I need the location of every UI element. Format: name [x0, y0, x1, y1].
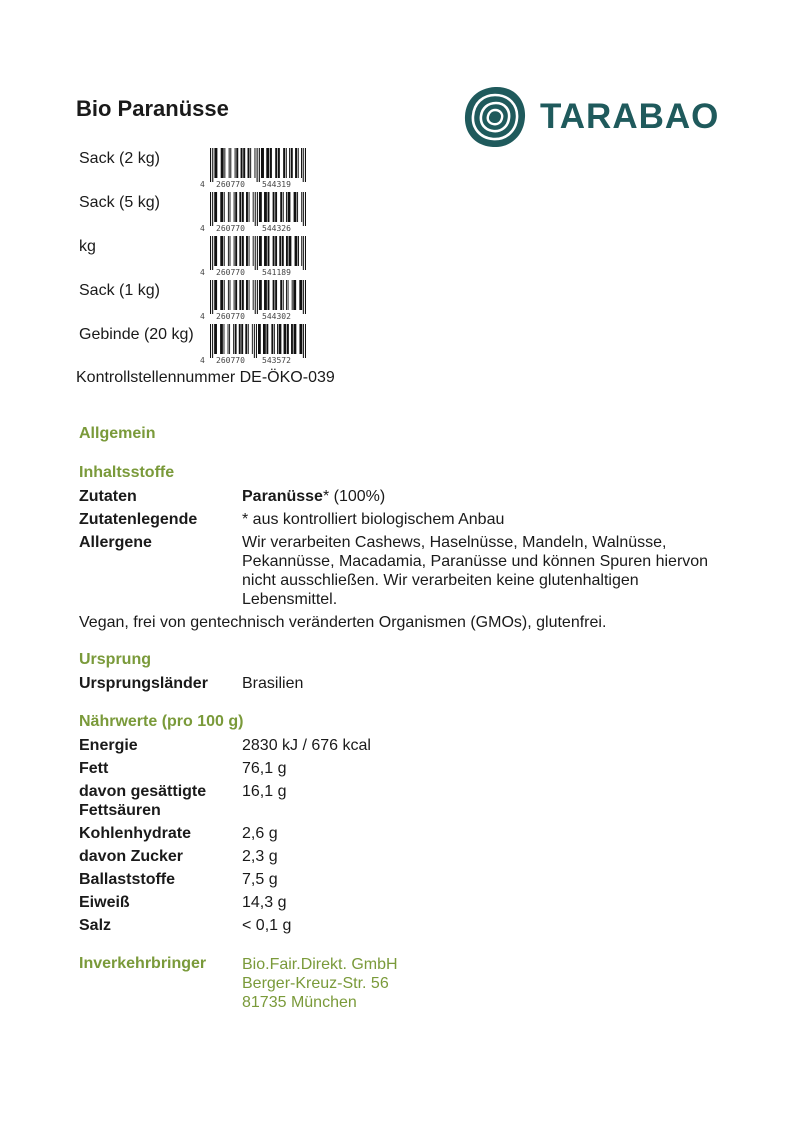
- barcode-bar: [212, 192, 213, 226]
- barcode-bar: [253, 192, 254, 222]
- barcode-bar: [254, 148, 255, 178]
- barcode-bar: [305, 324, 306, 358]
- barcode-bar: [224, 236, 225, 266]
- barcode-bar: [255, 236, 256, 270]
- barcode-bar: [288, 192, 291, 222]
- wood-rings-icon: [462, 84, 528, 150]
- barcode-bar: [249, 280, 250, 310]
- barcode-digit-prefix: 4: [200, 268, 205, 277]
- section-heading-general: Allgemein: [79, 425, 156, 442]
- variant-label: Sack (2 kg): [79, 150, 160, 167]
- barcode: [198, 324, 310, 366]
- barcode-bar: [259, 148, 260, 182]
- ingredient-share: * (100%): [322, 488, 386, 505]
- barcode-bar: [298, 148, 299, 178]
- barcode-bar: [277, 324, 278, 354]
- barcode-bar: [235, 148, 236, 178]
- barcode-bar: [268, 192, 270, 222]
- barcode-bars: [210, 148, 306, 182]
- nutrition-label: davon Zucker: [79, 848, 184, 865]
- ingredient-name: Paranüsse: [242, 488, 323, 505]
- barcode-bar: [239, 236, 241, 266]
- barcode-bar: [241, 148, 243, 178]
- section-heading-ingredients: Inhaltsstoffe: [79, 464, 175, 481]
- barcode-bar: [221, 148, 224, 178]
- barcode-bar: [234, 192, 235, 222]
- distributor-label: Inverkehrbringer: [79, 955, 207, 972]
- barcode: [198, 192, 310, 234]
- barcode-bar: [214, 324, 217, 354]
- barcode-bar: [303, 236, 304, 270]
- section-heading-nutrition: Nährwerte (pro 100 g): [79, 713, 244, 730]
- barcode-bar: [229, 280, 230, 310]
- barcode: [198, 148, 310, 190]
- barcode-digit-right: 541189: [262, 268, 291, 277]
- legend-value: * aus kontrolliert biologischem Anbau: [242, 511, 505, 528]
- barcode-bar: [210, 280, 211, 314]
- barcode-bar: [270, 148, 272, 178]
- barcode-bar: [224, 324, 225, 354]
- allergens-label: Allergene: [79, 534, 152, 551]
- barcode-digit-right: 544302: [262, 312, 291, 321]
- barcode-bar: [301, 236, 302, 266]
- barcode-digit-right: 544319: [262, 180, 291, 189]
- barcode-bar: [212, 148, 213, 182]
- barcode-bar: [273, 280, 275, 310]
- variant-label: kg: [79, 238, 96, 255]
- barcode-bar: [283, 280, 284, 310]
- barcode-bar: [210, 148, 211, 182]
- barcode: [198, 236, 310, 278]
- barcode-bar: [282, 236, 284, 266]
- nutrition-label: Energie: [79, 737, 138, 754]
- barcode-bar: [275, 280, 277, 310]
- distributor-city: 81735 München: [242, 994, 357, 1011]
- barcode-bar: [266, 324, 268, 354]
- barcode-bar: [279, 324, 282, 354]
- barcode-bar: [299, 280, 302, 310]
- allergens-value: Wir verarbeiten Cashews, Haselnüsse, Mandeln, Walnüsse, Pekannüsse, Macadamia, Paranüsse und können Spuren hiervon nicht ausschließen. Wir verarbeiten keine glutenhaltigen Lebensmittel.: [242, 534, 709, 608]
- barcode-bar: [229, 324, 230, 354]
- barcode-bar: [254, 324, 255, 358]
- barcode-bars: [210, 192, 306, 226]
- barcode-bar: [294, 324, 297, 354]
- distributor-name: Bio.Fair.Direkt. GmbH: [242, 956, 398, 973]
- barcode-bar: [279, 236, 281, 266]
- barcode-bar: [220, 324, 223, 354]
- barcode-bar: [212, 324, 213, 358]
- barcode-bar: [229, 148, 230, 178]
- barcode-bar: [210, 236, 211, 270]
- barcode-bar: [214, 280, 217, 310]
- nutrition-label: Kohlenhydrate: [79, 825, 192, 842]
- barcode-bar: [224, 280, 225, 310]
- barcode-bar: [242, 192, 244, 222]
- barcode-bar: [245, 324, 247, 354]
- nutrition-value: < 0,1 g: [242, 917, 292, 934]
- barcode-bar: [284, 324, 287, 354]
- barcode-bar: [246, 236, 248, 266]
- barcode-bar: [256, 324, 257, 358]
- barcode-bar: [305, 280, 306, 314]
- barcode-bar: [248, 324, 249, 354]
- distributor-street: Berger-Kreuz-Str. 56: [242, 975, 389, 992]
- barcode-digit-prefix: 4: [200, 312, 205, 321]
- barcode-bar: [264, 192, 267, 222]
- barcode-bar: [220, 280, 223, 310]
- barcode-bar: [286, 148, 287, 178]
- barcode-bars: [210, 324, 306, 358]
- origin-label: Ursprungsländer: [79, 675, 208, 692]
- barcode-bar: [288, 280, 289, 310]
- barcode-bar: [224, 192, 225, 222]
- barcode-digit-prefix: 4: [200, 180, 205, 189]
- barcode-bar: [228, 280, 229, 310]
- barcode-bar: [283, 148, 285, 178]
- diet-note: Vegan, frei von gentechnisch veränderten Organismen (GMOs), glutenfrei.: [79, 614, 607, 631]
- barcode-bar: [280, 280, 282, 310]
- barcode-bar: [253, 236, 254, 266]
- barcode-bar: [242, 236, 244, 266]
- barcode-bar: [264, 236, 267, 266]
- barcode-bar: [293, 280, 296, 310]
- barcode-bar: [303, 192, 304, 226]
- barcode-bar: [234, 280, 235, 310]
- barcode-bar: [257, 236, 258, 270]
- barcode-bar: [258, 324, 261, 354]
- barcode-bar: [273, 236, 275, 266]
- barcode-bar: [239, 192, 241, 222]
- barcode-bar: [278, 148, 280, 178]
- nutrition-value: 2830 kJ / 676 kcal: [242, 737, 371, 754]
- barcode-bar: [257, 280, 258, 314]
- legend-label: Zutatenlegende: [79, 511, 198, 528]
- barcode-bar: [259, 280, 262, 310]
- barcode-bar: [210, 192, 211, 226]
- barcode-digit-right: 543572: [262, 356, 291, 365]
- barcode-bar: [295, 148, 297, 178]
- barcode-digit-prefix: 4: [200, 224, 205, 233]
- barcode-bar: [287, 324, 289, 354]
- nutrition-label: Salz: [79, 917, 112, 934]
- control-number: Kontrollstellennummer DE-ÖKO-039: [76, 369, 335, 386]
- barcode-bar: [301, 148, 302, 178]
- brand-name: TARABAO: [540, 97, 720, 136]
- barcode-bar: [210, 324, 211, 358]
- barcode-bar: [286, 280, 287, 310]
- nutrition-value: 2,6 g: [242, 825, 278, 842]
- barcode-bar: [228, 236, 229, 266]
- barcode-bar: [275, 236, 277, 266]
- barcode-bar: [292, 280, 293, 310]
- barcode-bar: [246, 192, 248, 222]
- barcode-bar: [255, 192, 256, 226]
- barcode-bar: [220, 192, 223, 222]
- barcode-bar: [224, 148, 225, 178]
- barcode-bar: [275, 148, 277, 178]
- barcode-bar: [297, 192, 298, 222]
- barcode-bar: [274, 324, 275, 354]
- barcode-bar: [283, 192, 284, 222]
- barcode-bar: [233, 324, 234, 354]
- barcode-bar: [246, 280, 248, 310]
- barcode-bar: [250, 148, 251, 178]
- barcode-bar: [298, 236, 299, 266]
- nutrition-value: 2,3 g: [242, 848, 278, 865]
- barcode-digit-left: 260770: [216, 356, 245, 365]
- barcode-bar: [257, 192, 258, 226]
- barcode-bar: [229, 236, 230, 266]
- barcode-bar: [212, 236, 213, 270]
- barcode-digit-left: 260770: [216, 224, 245, 233]
- barcode-bar: [303, 324, 304, 358]
- variant-label: Gebinde (20 kg): [79, 326, 194, 343]
- barcode-bar: [252, 324, 253, 354]
- barcode-bar: [253, 280, 254, 310]
- ingredients-label: Zutaten: [79, 488, 137, 505]
- barcode-bar: [249, 236, 250, 266]
- barcode-bar: [268, 280, 270, 310]
- nutrition-label: Eiweiß: [79, 894, 130, 911]
- barcode-bars: [210, 280, 306, 314]
- nutrition-value: 14,3 g: [242, 894, 287, 911]
- barcode-bar: [229, 192, 230, 222]
- barcode-bar: [235, 280, 237, 310]
- barcode-bar: [261, 148, 264, 178]
- section-heading-origin: Ursprung: [79, 651, 151, 668]
- barcode-bar: [271, 324, 273, 354]
- nutrition-value: 16,1 g: [242, 783, 287, 800]
- barcode-bar: [264, 280, 267, 310]
- barcode-bar: [228, 324, 229, 354]
- barcode-bar: [263, 324, 266, 354]
- barcode-bar: [299, 324, 302, 354]
- variant-label: Sack (5 kg): [79, 194, 160, 211]
- barcode-bar: [228, 192, 229, 222]
- barcode-bar: [286, 236, 288, 266]
- barcode-digit-left: 260770: [216, 180, 245, 189]
- barcode-bar: [239, 324, 241, 354]
- barcode-bar: [303, 148, 304, 182]
- nutrition-label: davon gesättigte Fettsäuren: [79, 783, 207, 819]
- barcode-bars: [210, 236, 306, 270]
- barcode-bar: [286, 192, 287, 222]
- product-title: Bio Paranüsse: [76, 96, 229, 121]
- barcode-bar: [241, 324, 243, 354]
- barcode-digit-left: 260770: [216, 268, 245, 277]
- barcode-bar: [214, 236, 217, 266]
- barcode-bar: [212, 280, 213, 314]
- barcode-bar: [255, 280, 256, 314]
- barcode-bar: [275, 192, 277, 222]
- barcode-bar: [234, 236, 235, 266]
- barcode-digit-right: 544326: [262, 224, 291, 233]
- ingredients-value: [242, 487, 722, 506]
- barcode-bar: [303, 280, 304, 314]
- barcode-digit-prefix: 4: [200, 356, 205, 365]
- nutrition-label: Fett: [79, 760, 109, 777]
- barcode-bar: [259, 192, 262, 222]
- barcode-bar: [235, 236, 237, 266]
- barcode-bar: [235, 324, 237, 354]
- barcode-bar: [273, 192, 275, 222]
- barcode-bar: [291, 324, 293, 354]
- barcode-bar: [289, 236, 292, 266]
- barcode-bar: [235, 192, 237, 222]
- barcode-bar: [295, 236, 298, 266]
- barcode-bar: [236, 148, 238, 178]
- barcode-bar: [248, 148, 250, 178]
- nutrition-value: 76,1 g: [242, 760, 287, 777]
- barcode-bar: [242, 280, 244, 310]
- barcode-bar: [289, 148, 290, 178]
- nutrition-label: Ballaststoffe: [79, 871, 176, 888]
- variant-label: Sack (1 kg): [79, 282, 160, 299]
- origin-value: Brasilien: [242, 675, 304, 692]
- barcode-bar: [214, 148, 217, 178]
- barcode-bar: [301, 192, 302, 222]
- barcode-bar: [266, 148, 269, 178]
- barcode-bar: [257, 148, 258, 182]
- barcode-bar: [214, 192, 217, 222]
- barcode-bar: [239, 280, 241, 310]
- barcode-bar: [305, 236, 306, 270]
- barcode-digit-left: 260770: [216, 312, 245, 321]
- barcode-bar: [249, 192, 250, 222]
- barcode-bar: [268, 236, 270, 266]
- nutrition-value: 7,5 g: [242, 871, 278, 888]
- barcode: [198, 280, 310, 322]
- barcode-bar: [305, 148, 306, 182]
- barcode-bar: [280, 192, 282, 222]
- barcode-bar: [230, 148, 231, 178]
- barcode-bar: [291, 148, 293, 178]
- brand-logo: [462, 84, 719, 150]
- barcode-bar: [294, 192, 297, 222]
- barcode-bar: [220, 236, 223, 266]
- barcode-bar: [243, 148, 245, 178]
- barcode-bar: [259, 236, 262, 266]
- barcode-bar: [305, 192, 306, 226]
